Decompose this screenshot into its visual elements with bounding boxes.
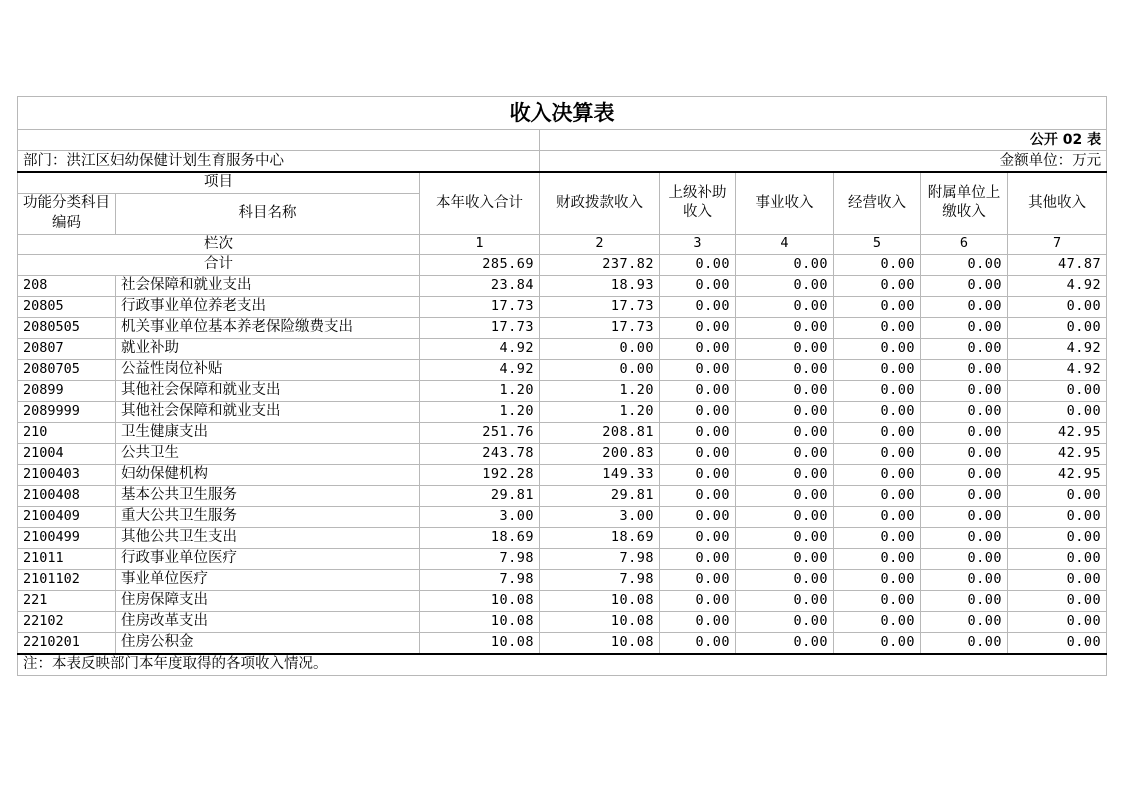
amount-cell: 0.00: [834, 359, 921, 380]
amount-cell: 0.00: [921, 611, 1008, 632]
amount-cell: 0.00: [834, 569, 921, 590]
header-item: 项目: [18, 172, 420, 193]
table-row: [18, 443, 1107, 464]
amount-cell: 0.00: [834, 443, 921, 464]
amount-cell: 0.00: [921, 590, 1008, 611]
amount-cell: 17.73: [540, 317, 660, 338]
amount-cell: 7.98: [540, 548, 660, 569]
amount-cell: 0.00: [660, 569, 736, 590]
amount-cell: 0.00: [660, 401, 736, 422]
amount-cell: 0.00: [1008, 380, 1107, 401]
amount-cell: 0.00: [1008, 611, 1107, 632]
amount-cell: 192.28: [420, 464, 540, 485]
amount-cell: 0.00: [736, 296, 834, 317]
subject-name: 行政事业单位养老支出: [116, 296, 420, 317]
amount-cell: 0.00: [921, 422, 1008, 443]
amount-cell: 29.81: [540, 485, 660, 506]
amount-cell: 1.20: [540, 380, 660, 401]
amount-cell: 0.00: [736, 380, 834, 401]
amount-unit-label: 金额单位：万元: [540, 151, 1107, 173]
amount-cell: 3.00: [540, 506, 660, 527]
subject-code: 2100408: [18, 485, 116, 506]
amount-cell: 0.00: [736, 317, 834, 338]
amount-cell: 0.00: [834, 275, 921, 296]
total-value: 47.87: [1008, 254, 1107, 275]
amount-cell: 0.00: [921, 275, 1008, 296]
column-index-label: 栏次: [18, 234, 420, 254]
total-value: 285.69: [420, 254, 540, 275]
amount-cell: 0.00: [660, 548, 736, 569]
amount-cell: 0.00: [834, 506, 921, 527]
table-row: [18, 380, 1107, 401]
header-fiscal: 财政拨款收入: [540, 172, 660, 234]
amount-cell: 23.84: [420, 275, 540, 296]
amount-cell: 0.00: [736, 443, 834, 464]
total-value: 0.00: [834, 254, 921, 275]
header-operating: 经营收入: [834, 172, 921, 234]
amount-cell: 0.00: [660, 422, 736, 443]
amount-cell: 0.00: [660, 275, 736, 296]
amount-cell: 17.73: [420, 317, 540, 338]
table-row: [18, 569, 1107, 590]
amount-cell: 0.00: [1008, 569, 1107, 590]
table-row: [18, 317, 1107, 338]
amount-cell: 243.78: [420, 443, 540, 464]
amount-cell: 0.00: [660, 317, 736, 338]
header-other: 其他收入: [1008, 172, 1107, 234]
table-row: [18, 275, 1107, 296]
column-index-7: 7: [1008, 234, 1107, 254]
subject-code: 21004: [18, 443, 116, 464]
column-index-2: 2: [540, 234, 660, 254]
amount-cell: 3.00: [420, 506, 540, 527]
amount-cell: 7.98: [540, 569, 660, 590]
amount-cell: 29.81: [420, 485, 540, 506]
page-title: 收入决算表: [18, 97, 1107, 130]
amount-cell: 17.73: [420, 296, 540, 317]
amount-cell: 0.00: [660, 485, 736, 506]
amount-cell: 0.00: [660, 527, 736, 548]
total-row: [18, 254, 1107, 275]
amount-cell: 0.00: [660, 443, 736, 464]
amount-cell: 42.95: [1008, 443, 1107, 464]
subject-name: 社会保障和就业支出: [116, 275, 420, 296]
table-row: [18, 338, 1107, 359]
total-label: 合计: [18, 254, 420, 275]
header-superior: 上级补助收入: [660, 172, 736, 234]
amount-cell: 0.00: [834, 632, 921, 654]
amount-cell: 0.00: [1008, 590, 1107, 611]
header-code: 功能分类科目编码: [18, 193, 116, 234]
amount-cell: 0.00: [736, 569, 834, 590]
subject-code: 208: [18, 275, 116, 296]
amount-cell: 0.00: [736, 359, 834, 380]
amount-cell: 0.00: [834, 548, 921, 569]
subject-name: 行政事业单位医疗: [116, 548, 420, 569]
subject-code: 210: [18, 422, 116, 443]
subject-name: 机关事业单位基本养老保险缴费支出: [116, 317, 420, 338]
amount-cell: 0.00: [660, 506, 736, 527]
subject-name: 重大公共卫生服务: [116, 506, 420, 527]
subject-name: 住房改革支出: [116, 611, 420, 632]
amount-cell: 0.00: [921, 401, 1008, 422]
subject-code: 2101102: [18, 569, 116, 590]
amount-cell: 0.00: [921, 632, 1008, 654]
table-row: [18, 359, 1107, 380]
amount-cell: 18.93: [540, 275, 660, 296]
amount-cell: 4.92: [420, 359, 540, 380]
total-value: 0.00: [736, 254, 834, 275]
subject-code: 2210201: [18, 632, 116, 654]
amount-cell: 0.00: [660, 611, 736, 632]
subject-code: 20899: [18, 380, 116, 401]
amount-cell: 0.00: [1008, 485, 1107, 506]
amount-cell: 18.69: [420, 527, 540, 548]
subject-name: 公益性岗位补贴: [116, 359, 420, 380]
header-total: 本年收入合计: [420, 172, 540, 234]
column-index-6: 6: [921, 234, 1008, 254]
amount-cell: 0.00: [921, 296, 1008, 317]
table-row: [18, 632, 1107, 654]
amount-cell: 0.00: [1008, 506, 1107, 527]
amount-cell: 42.95: [1008, 422, 1107, 443]
amount-cell: 208.81: [540, 422, 660, 443]
total-value: 237.82: [540, 254, 660, 275]
amount-cell: 1.20: [540, 401, 660, 422]
table-row: [18, 548, 1107, 569]
subject-code: 2100403: [18, 464, 116, 485]
subject-name: 就业补助: [116, 338, 420, 359]
subject-name: 其他社会保障和就业支出: [116, 380, 420, 401]
amount-cell: 0.00: [1008, 548, 1107, 569]
total-value: 0.00: [921, 254, 1008, 275]
amount-cell: 1.20: [420, 401, 540, 422]
form-blank: [18, 130, 540, 151]
subject-name: 事业单位医疗: [116, 569, 420, 590]
amount-cell: 0.00: [921, 506, 1008, 527]
amount-cell: 0.00: [736, 338, 834, 359]
amount-cell: 0.00: [834, 422, 921, 443]
amount-cell: 0.00: [736, 548, 834, 569]
amount-cell: 0.00: [834, 317, 921, 338]
header-business: 事业收入: [736, 172, 834, 234]
amount-cell: 251.76: [420, 422, 540, 443]
subject-name: 其他社会保障和就业支出: [116, 401, 420, 422]
income-table: [17, 96, 1107, 676]
amount-cell: 0.00: [736, 527, 834, 548]
column-index-5: 5: [834, 234, 921, 254]
table-row: [18, 464, 1107, 485]
table-row: [18, 422, 1107, 443]
table-row: [18, 611, 1107, 632]
amount-cell: 149.33: [540, 464, 660, 485]
amount-cell: 10.08: [420, 632, 540, 654]
subject-name: 妇幼保健机构: [116, 464, 420, 485]
amount-cell: 0.00: [921, 359, 1008, 380]
amount-cell: 0.00: [736, 485, 834, 506]
header-affiliate: 附属单位上缴收入: [921, 172, 1008, 234]
amount-cell: 4.92: [1008, 338, 1107, 359]
subject-name: 卫生健康支出: [116, 422, 420, 443]
amount-cell: 0.00: [1008, 632, 1107, 654]
amount-cell: 0.00: [660, 632, 736, 654]
subject-name: 基本公共卫生服务: [116, 485, 420, 506]
amount-cell: 0.00: [660, 296, 736, 317]
amount-cell: 0.00: [540, 359, 660, 380]
total-value: 0.00: [660, 254, 736, 275]
amount-cell: 17.73: [540, 296, 660, 317]
subject-code: 22102: [18, 611, 116, 632]
amount-cell: 0.00: [736, 611, 834, 632]
amount-cell: 0.00: [736, 422, 834, 443]
amount-cell: 0.00: [921, 338, 1008, 359]
subject-code: 2080505: [18, 317, 116, 338]
table-row: [18, 590, 1107, 611]
table-row: [18, 296, 1107, 317]
amount-cell: 0.00: [660, 359, 736, 380]
subject-code: 2089999: [18, 401, 116, 422]
table-row: [18, 527, 1107, 548]
amount-cell: 0.00: [921, 548, 1008, 569]
amount-cell: 0.00: [660, 590, 736, 611]
amount-cell: 0.00: [1008, 527, 1107, 548]
amount-cell: 0.00: [660, 380, 736, 401]
amount-cell: 0.00: [921, 443, 1008, 464]
header-name: 科目名称: [116, 193, 420, 234]
subject-code: 2100409: [18, 506, 116, 527]
amount-cell: 10.08: [540, 632, 660, 654]
amount-cell: 1.20: [420, 380, 540, 401]
column-index-3: 3: [660, 234, 736, 254]
amount-cell: 0.00: [921, 317, 1008, 338]
income-statement-sheet: [17, 96, 1106, 676]
amount-cell: 10.08: [420, 611, 540, 632]
amount-cell: 0.00: [660, 338, 736, 359]
amount-cell: 10.08: [540, 590, 660, 611]
amount-cell: 0.00: [1008, 401, 1107, 422]
amount-cell: 0.00: [834, 380, 921, 401]
amount-cell: 4.92: [1008, 359, 1107, 380]
amount-cell: 0.00: [921, 380, 1008, 401]
column-index-4: 4: [736, 234, 834, 254]
amount-cell: 4.92: [420, 338, 540, 359]
amount-cell: 10.08: [420, 590, 540, 611]
amount-cell: 0.00: [834, 590, 921, 611]
amount-cell: 4.92: [1008, 275, 1107, 296]
subject-code: 20807: [18, 338, 116, 359]
amount-cell: 0.00: [834, 611, 921, 632]
amount-cell: 0.00: [736, 632, 834, 654]
table-row: [18, 485, 1107, 506]
amount-cell: 0.00: [736, 401, 834, 422]
column-index-1: 1: [420, 234, 540, 254]
amount-cell: 0.00: [736, 464, 834, 485]
amount-cell: 0.00: [921, 485, 1008, 506]
amount-cell: 0.00: [736, 275, 834, 296]
amount-cell: 0.00: [834, 485, 921, 506]
amount-cell: 42.95: [1008, 464, 1107, 485]
subject-name: 其他公共卫生支出: [116, 527, 420, 548]
subject-name: 住房公积金: [116, 632, 420, 654]
amount-cell: 7.98: [420, 548, 540, 569]
department-label: 部门：洪江区妇幼保健计划生育服务中心: [18, 151, 540, 173]
subject-name: 住房保障支出: [116, 590, 420, 611]
footnote: 注：本表反映部门本年度取得的各项收入情况。: [18, 654, 1107, 676]
amount-cell: 0.00: [834, 338, 921, 359]
amount-cell: 0.00: [921, 569, 1008, 590]
amount-cell: 0.00: [834, 296, 921, 317]
amount-cell: 0.00: [921, 527, 1008, 548]
subject-code: 21011: [18, 548, 116, 569]
amount-cell: 0.00: [921, 464, 1008, 485]
table-row: [18, 506, 1107, 527]
amount-cell: 0.00: [736, 506, 834, 527]
subject-code: 2080705: [18, 359, 116, 380]
amount-cell: 0.00: [540, 338, 660, 359]
table-row: [18, 401, 1107, 422]
subject-code: 2100499: [18, 527, 116, 548]
amount-cell: 0.00: [1008, 296, 1107, 317]
subject-code: 221: [18, 590, 116, 611]
amount-cell: 7.98: [420, 569, 540, 590]
form-number: 公开 02 表: [540, 130, 1107, 151]
amount-cell: 0.00: [660, 464, 736, 485]
amount-cell: 0.00: [834, 401, 921, 422]
amount-cell: 0.00: [834, 464, 921, 485]
amount-cell: 0.00: [834, 527, 921, 548]
amount-cell: 18.69: [540, 527, 660, 548]
subject-name: 公共卫生: [116, 443, 420, 464]
amount-cell: 10.08: [540, 611, 660, 632]
amount-cell: 0.00: [736, 590, 834, 611]
amount-cell: 0.00: [1008, 317, 1107, 338]
subject-code: 20805: [18, 296, 116, 317]
amount-cell: 200.83: [540, 443, 660, 464]
